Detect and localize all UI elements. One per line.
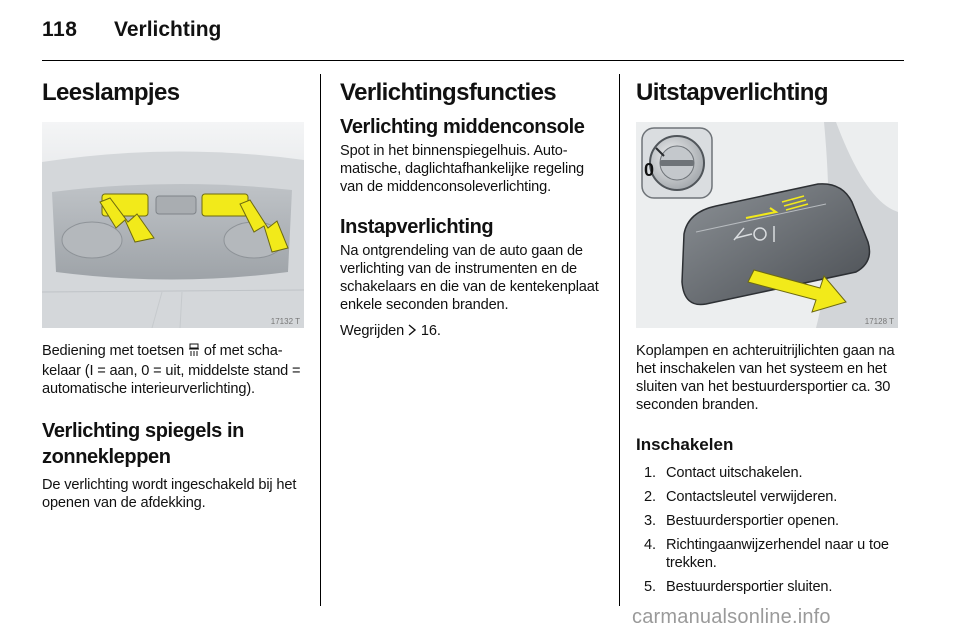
cross-reference: [340, 322, 604, 341]
section-heading-lighting-functions: Verlichtingsfuncties: [340, 79, 557, 106]
step-text: Contact uitschakelen.: [666, 465, 803, 481]
list-item: [636, 488, 902, 506]
column-divider-right: [619, 74, 620, 606]
text-segment: of met schakelaar (I = aan, 0 = uit, middelste stand = automatische interieurverlichting).: [42, 343, 301, 397]
header-divider: [42, 60, 904, 61]
step-text: Bestuurdersportier openen.: [666, 513, 839, 529]
page-reference[interactable]: 16.: [417, 323, 441, 339]
centre-console-description: Spot in het binnenspiegelhuis. Automatische, daglichtafhankelijke regeling van de middenconsoleverlichting.: [340, 143, 585, 195]
section-heading-exit-lighting: Uitstapverlichting: [636, 79, 828, 106]
section-heading-reading-lights: Leeslampjes: [42, 79, 180, 106]
left-column: [42, 74, 304, 512]
position-zero-label: 0: [644, 160, 655, 180]
reading-lights-description: [42, 342, 304, 398]
page-number: 118: [42, 18, 78, 41]
step-text: Contactsleutel verwijderen.: [666, 489, 838, 505]
subheading-entry-lighting: Instapverlichting: [340, 216, 494, 238]
visor-lights-description: De verlichting wordt ingeschakeld bij het openen van de afdekking.: [42, 477, 297, 511]
list-item: [636, 464, 902, 482]
reading-light-icon: [188, 343, 200, 362]
indicator-stalk-illustration: [636, 122, 898, 328]
watermark: carmanualsonline.info: [632, 606, 831, 628]
middle-column: [340, 74, 604, 341]
step-number: 5.: [644, 579, 656, 595]
subheading-centre-console: Verlichting middenconsole: [340, 116, 585, 138]
page-title: Verlichting: [114, 18, 222, 41]
column-divider-left: [320, 74, 321, 606]
text-segment: Wegrijden: [340, 323, 408, 339]
step-number: 1.: [644, 465, 656, 481]
step-number: 2.: [644, 489, 656, 505]
reading-lights-illustration: [42, 122, 304, 328]
text-segment: Bediening met toetsen: [42, 343, 188, 359]
page-reference-icon: [408, 323, 417, 341]
list-item: [636, 578, 902, 596]
figure-exit-lighting: [636, 122, 898, 328]
step-number: 4.: [644, 537, 656, 553]
step-text: Bestuurdersportier sluiten.: [666, 579, 833, 595]
figure-reading-lights: [42, 122, 304, 328]
figure-code: 17128 T: [864, 317, 894, 326]
subheading-visor-lights: Verlichting spiegels in zonnekleppen: [42, 420, 244, 468]
list-item: [636, 512, 902, 530]
step-text: Richtingaanwijzerhendel naar u toe trekken.: [666, 537, 889, 571]
entry-lighting-description: Na ontgrendeling van de auto gaan de verlichting van de instrumenten en de schakelaars en die van de kentekenplaat enkele seconden branden.: [340, 243, 599, 313]
activation-steps: [636, 464, 902, 596]
right-column: [636, 74, 902, 602]
figure-code: 17132 T: [270, 317, 300, 326]
exit-lighting-description: Koplampen en achteruitrijlichten gaan na het inschakelen van het systeem en het sluiten van het bestuurdersportier ca. 30 seconden branden.: [636, 343, 895, 413]
list-item: [636, 536, 902, 572]
subheading-activate: Inschakelen: [636, 435, 734, 454]
step-number: 3.: [644, 513, 656, 529]
